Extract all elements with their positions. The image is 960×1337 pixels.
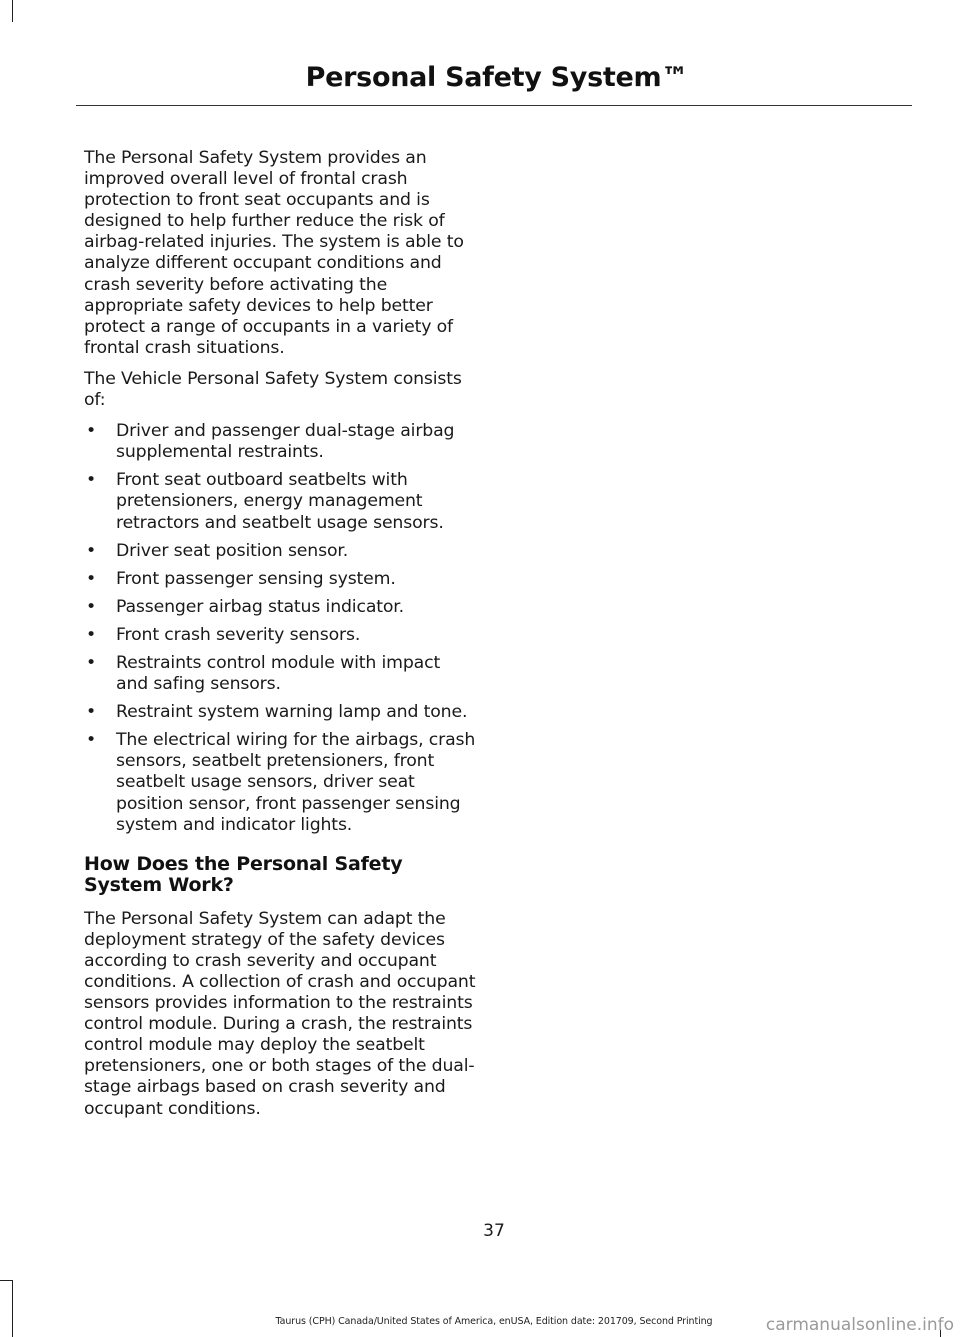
list-item-text: Front seat outboard seatbelts with pretensioners, energy management retractors and seatbelt usage sensors.	[116, 470, 444, 533]
list-item	[84, 421, 476, 463]
list-item	[84, 470, 476, 533]
bullet-icon: •	[86, 702, 97, 723]
watermark: carmanualsonline.info	[765, 1315, 954, 1335]
list-item	[84, 653, 476, 695]
list-item-text: Driver seat position sensor.	[116, 540, 349, 561]
bullet-icon: •	[86, 470, 97, 491]
list-item-text: Restraints control module with impact and safing sensors.	[116, 652, 441, 695]
list-item-text: The electrical wiring for the airbags, crash sensors, seatbelt pretensioners, front seatbelt usage sensors, driver seat position sensor, front passenger sensing system and indicator lights.	[116, 730, 476, 835]
list-item	[84, 597, 476, 618]
list-item	[84, 541, 476, 562]
crop-mark-top-left	[12, 0, 13, 22]
list-item-text: Driver and passenger dual-stage airbag supplemental restraints.	[116, 421, 455, 463]
bullet-icon: •	[86, 540, 97, 561]
intro-paragraph: The Personal Safety System provides an improved overall level of frontal crash protection to front seat occupants and is designed to help further reduce the risk of airbag-related injuries. The system is able to analyze different occupant conditions and crash severity before activating the appropriate safety devices to help better protect a range of occupants in a variety of frontal crash situations.	[84, 148, 464, 358]
main-content	[84, 148, 476, 1130]
list-item	[84, 702, 476, 723]
components-list	[84, 421, 476, 836]
page-title: Personal Safety System™	[305, 62, 688, 93]
list-item-text: Restraint system warning lamp and tone.	[116, 702, 468, 723]
consists-of-paragraph: The Vehicle Personal Safety System consists of:	[84, 368, 462, 411]
list-item	[84, 730, 476, 835]
bullet-icon: •	[86, 596, 97, 617]
list-item	[84, 569, 476, 590]
list-item	[84, 625, 476, 646]
bullet-icon: •	[86, 624, 97, 645]
bullet-icon: •	[86, 652, 97, 673]
edition-footer: Taurus (CPH) Canada/United States of America, enUSA, Edition date: 201709, Second Printing	[275, 1316, 713, 1327]
section-heading: How Does the Personal Safety System Work?	[84, 852, 403, 896]
crop-mark-bottom-left-horizontal	[0, 1280, 13, 1281]
header-divider	[76, 105, 912, 106]
list-item-text: Front passenger sensing system.	[116, 568, 396, 589]
crop-mark-bottom-left	[12, 1280, 13, 1337]
section-paragraph: The Personal Safety System can adapt the deployment strategy of the safety devices according to crash severity and occupant conditions. A collection of crash and occupant sensors provides information to the restraints control module. During a crash, the restraints control module may deploy the seatbelt pretensioners, one or both stages of the dual-stage airbags based on crash severity and occupant conditions.	[84, 908, 476, 1119]
bullet-icon: •	[86, 421, 97, 442]
bullet-icon: •	[86, 568, 97, 589]
page-number: 37	[483, 1221, 505, 1241]
list-item-text: Passenger airbag status indicator.	[116, 596, 405, 617]
bullet-icon: •	[86, 730, 97, 751]
list-item-text: Front crash severity sensors.	[116, 624, 361, 645]
